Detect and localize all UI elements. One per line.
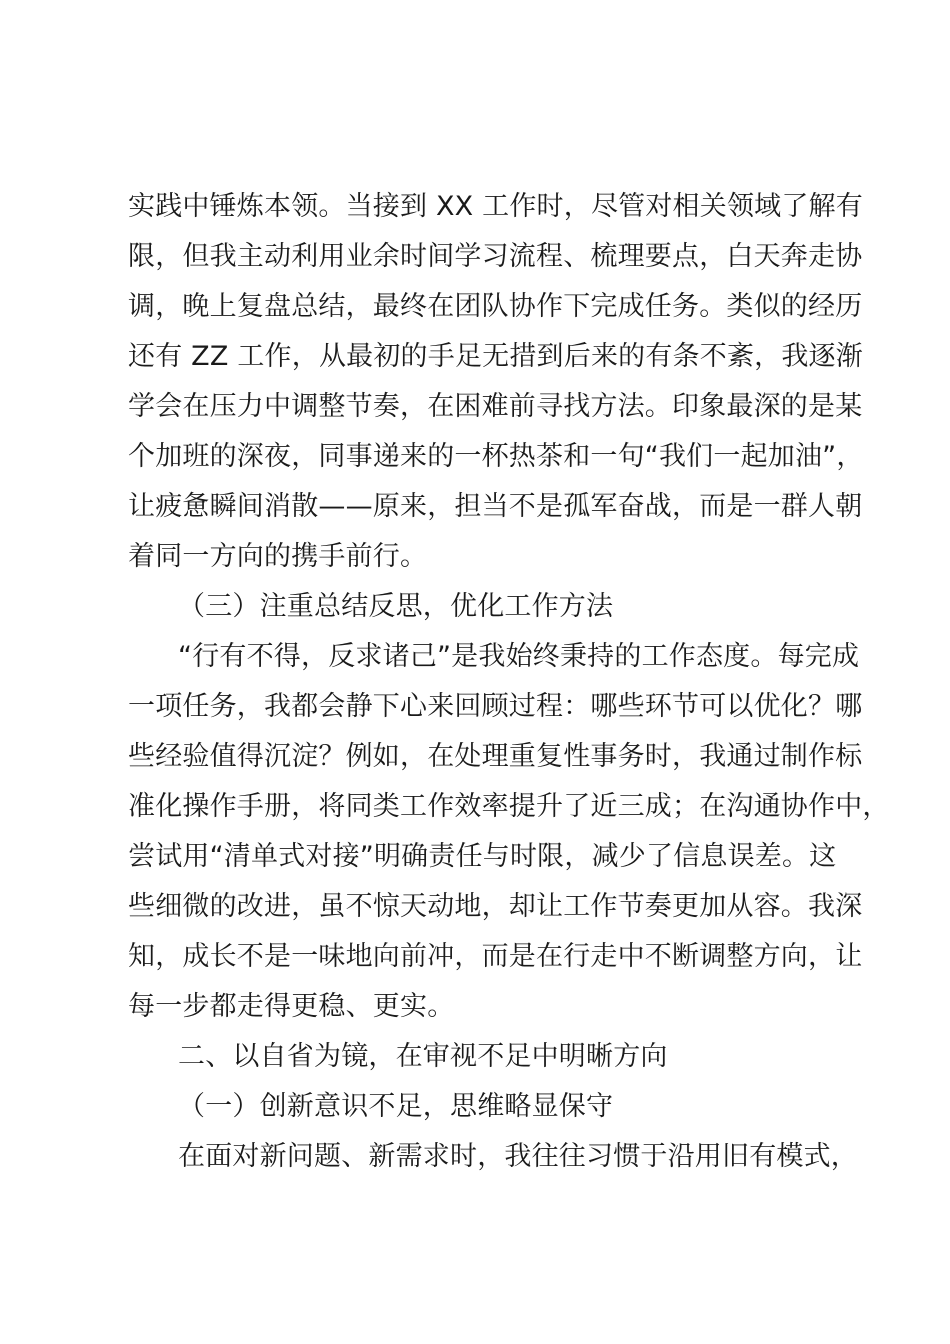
body-line: 些细微的改进，虽不惊天动地，却让工作节奏更加从容。我深 [128, 891, 863, 922]
body-line: 调，晚上复盘总结，最终在团队协作下完成任务。类似的经历 [128, 291, 863, 322]
body-line: 实践中锤炼本领。当接到 XX 工作时，尽管对相关领域了解有 [128, 191, 863, 222]
body-line: 知，成长不是一味地向前冲，而是在行走中不断调整方向，让 [128, 941, 863, 972]
body-line: 个加班的深夜，同事递来的一杯热茶和一句“我们一起加油”， [128, 441, 864, 472]
body-line: 让疲惫瞬间消散——原来，担当不是孤军奋战，而是一群人朝 [128, 491, 863, 522]
chapter-heading: 二、以自省为镜，在审视不足中明晰方向 [178, 1041, 668, 1072]
body-line: 限，但我主动利用业余时间学习流程、梳理要点，白天奔走协 [128, 241, 863, 272]
body-line: 着同一方向的携手前行。 [128, 541, 428, 572]
body-line: 准化操作手册，将同类工作效率提升了近三成；在沟通协作中， [128, 791, 890, 822]
body-line: 尝试用“清单式对接”明确责任与时限，减少了信息误差。这 [128, 841, 837, 872]
paragraph-start-line: 在面对新问题、新需求时，我往往习惯于沿用旧有模式， [178, 1141, 858, 1172]
paragraph-start-line: “行有不得，反求诸己”是我始终秉持的工作态度。每完成 [178, 641, 860, 672]
body-line: 还有 ZZ 工作，从最初的手足无措到后来的有条不紊，我逐渐 [128, 341, 863, 372]
document-body [128, 182, 890, 1182]
section-heading: （一）创新意识不足，思维略显保守 [178, 1091, 614, 1122]
body-line: 学会在压力中调整节奏，在困难前寻找方法。印象最深的是某 [128, 391, 863, 422]
body-line: 每一步都走得更稳、更实。 [128, 991, 455, 1022]
body-line: 些经验值得沉淀？例如，在处理重复性事务时，我通过制作标 [128, 741, 863, 772]
section-heading: （三）注重总结反思，优化工作方法 [178, 591, 614, 622]
body-line: 一项任务，我都会静下心来回顾过程：哪些环节可以优化？哪 [128, 691, 863, 722]
